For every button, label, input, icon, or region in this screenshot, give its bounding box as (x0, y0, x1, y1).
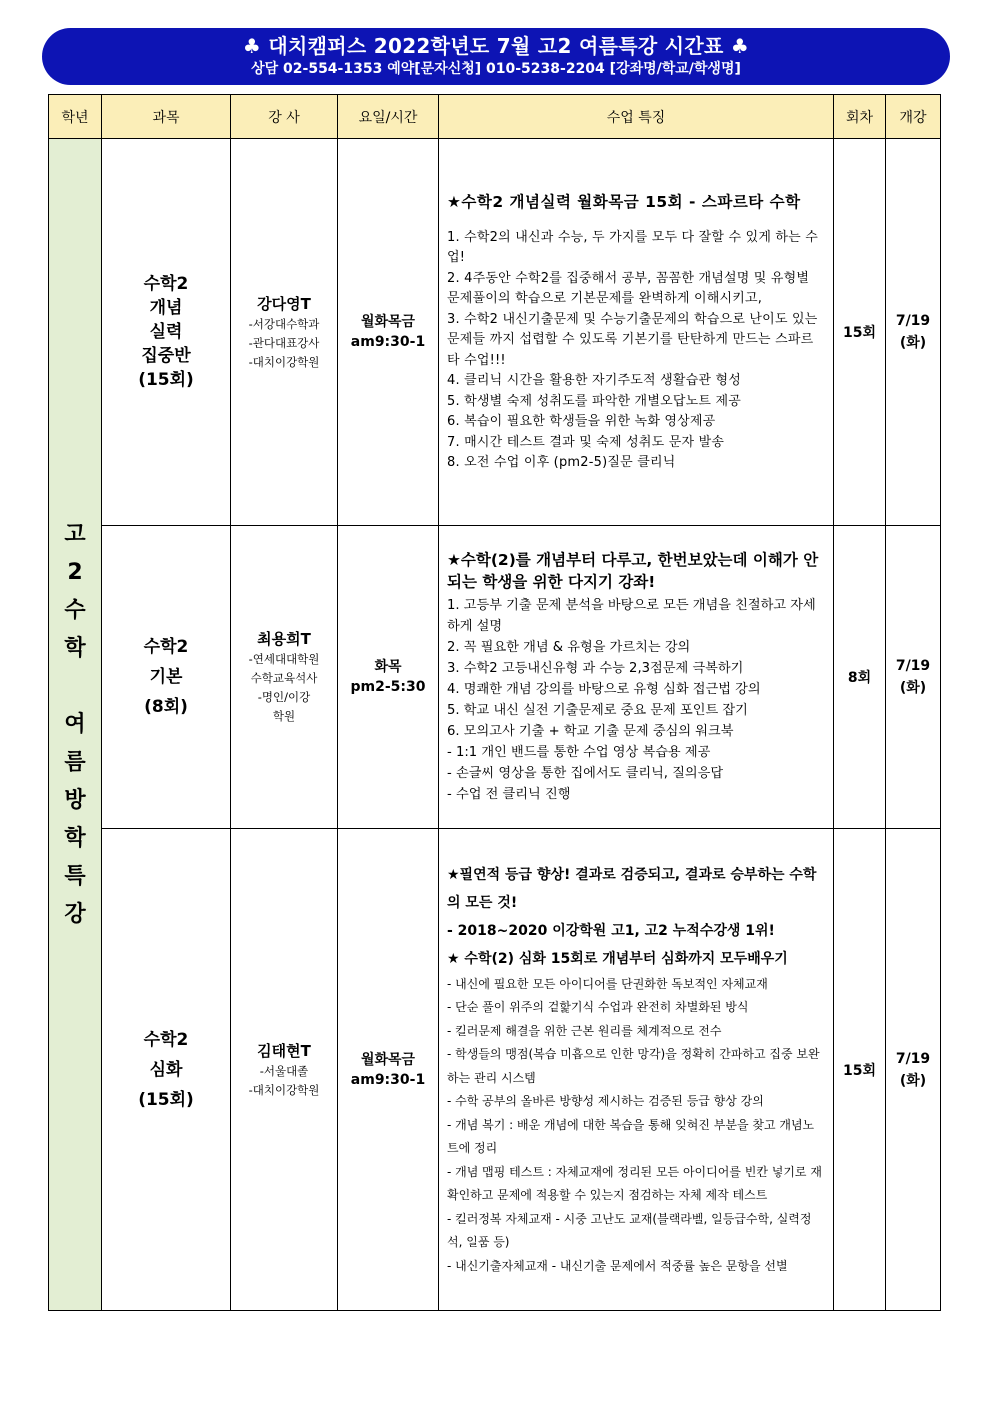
col-header-time: 요일/시간 (338, 95, 439, 139)
feature-headline: ★수학(2)를 개념부터 다루고, 한번보았는데 이해가 안되는 학생을 위한 다지기 강좌! (447, 551, 819, 591)
schedule-cell: 월화목금 am9:30-1 (338, 829, 439, 1311)
col-header-subject: 과목 (102, 95, 231, 139)
feature-line: - 개념 복기 : 배운 개념에 대한 복습을 통해 잊혀진 부분을 찾고 개념노트에 정리 (447, 1117, 815, 1156)
feature-headline: ★필연적 등급 향상! 결과로 검증되고, 결과로 승부하는 수학의 모든 것! (447, 866, 817, 911)
teacher-name: 강다영T (257, 294, 311, 313)
subject-cell: 수학2 심화 (15회) (102, 829, 231, 1311)
table-row (49, 829, 941, 1311)
feature-line: - 손글씨 영상을 통한 집에서도 클리닉, 질의응답 (447, 766, 724, 781)
page-title: ♣ 대치캠퍼스 2022학년도 7월 고2 여름특강 시간표 ♣ (242, 34, 750, 58)
feature-line: - 수업 전 클리닉 진행 (447, 787, 571, 802)
timetable (48, 94, 941, 1311)
feature-line: 5. 학생별 숙제 성취도를 파악한 개별오답노트 제공 (447, 393, 741, 409)
features-cell (439, 829, 834, 1311)
feature-line: - 개념 맵핑 테스트 : 자체교재에 정리된 모든 아이디어를 빈칸 넣기로 재확인하고 문제에 적용할 수 있는지 점검하는 자체 제작 테스트 (447, 1164, 822, 1203)
open-date-cell: 7/19 (화) (886, 829, 941, 1311)
teacher-credential: -연세대대학원 (248, 652, 320, 666)
count-cell: 15회 (834, 139, 886, 526)
schedule-cell: 월화목금 am9:30-1 (338, 139, 439, 526)
teacher-cell (231, 139, 338, 526)
count-cell: 15회 (834, 829, 886, 1311)
col-header-teacher: 강 사 (231, 95, 338, 139)
feature-line: - 단순 풀이 위주의 겉핥기식 수업과 완전히 차별화된 방식 (447, 1000, 749, 1015)
subject-cell: 수학2 기본 (8회) (102, 526, 231, 829)
open-date-cell: 7/19 (화) (886, 139, 941, 526)
count-cell: 8회 (834, 526, 886, 829)
feature-headline: ★수학2 개념실력 월화목금 15회 - 스파르타 수학 (447, 192, 801, 211)
col-header-open: 개강 (886, 95, 941, 139)
contact-info: 상담 02-554-1353 예약[문자신청] 010-5238-2204 [강좌명/학교/학생명] (251, 61, 741, 77)
feature-line: 6. 모의고사 기출 + 학교 기출 문제 중심의 워크북 (447, 724, 734, 739)
feature-line: - 킬러정복 자체교재 - 시중 고난도 교재(블랙라벨, 일등급수학, 실력정석, 일품 등) (447, 1211, 812, 1250)
feature-line: 5. 학교 내신 실전 기출문제로 중요 문제 포인트 잡기 (447, 703, 748, 718)
table-header-row (49, 95, 941, 139)
teacher-credential: -대치이강학원 (248, 1082, 320, 1097)
feature-line: - 내신에 필요한 모든 아이디어를 단권화한 독보적인 자체교재 (447, 976, 768, 991)
grade-cell: 고 2 수 학 여 름 방 학 특 강 (49, 139, 102, 1311)
feature-line: 7. 매시간 테스트 결과 및 숙제 성취도 문자 발송 (447, 434, 725, 450)
subject-cell: 수학2 개념 실력 집중반 (15회) (102, 139, 231, 526)
table-row (49, 526, 941, 829)
feature-line: 4. 클리닉 시간을 활용한 자기주도적 생활습관 형성 (447, 373, 741, 388)
teacher-credential: -서울대졸 (259, 1063, 309, 1078)
teacher-credential: -관다대표강사 (248, 335, 320, 350)
feature-line: 6. 복습이 필요한 학생들을 위한 녹화 영상제공 (447, 414, 716, 429)
feature-line: 1. 수학2의 내신과 수능, 두 가지를 모두 다 잘할 수 있게 하는 수업! (447, 229, 819, 265)
feature-line: - 내신기출자체교재 - 내신기출 문제에서 적중률 높은 문항을 선별 (447, 1258, 788, 1273)
feature-line: - 1:1 개인 밴드를 통한 수업 영상 복습용 제공 (447, 745, 711, 760)
col-header-grade: 학년 (49, 95, 102, 139)
feature-headline: ★ 수학(2) 심화 15회로 개념부터 심화까지 모두배우기 (447, 950, 788, 967)
teacher-name: 최용희T (257, 630, 311, 648)
feature-line: 4. 명쾌한 개념 강의를 바탕으로 유형 심화 접근법 강의 (447, 682, 761, 697)
features-cell (439, 526, 834, 829)
open-date-cell: 7/19 (화) (886, 526, 941, 829)
teacher-credential: -서강대수학과 (248, 316, 320, 331)
table-row (49, 139, 941, 526)
feature-headline: - 2018~2020 이강학원 고1, 고2 누적수강생 1위! (447, 922, 775, 939)
teacher-credential: 수학교육석사 (250, 671, 318, 685)
feature-line: 8. 오전 수업 이후 (pm2-5)질문 클리닉 (447, 455, 676, 470)
teacher-credential: -대치이강학원 (248, 354, 320, 369)
feature-line: 2. 4주동안 수학2를 집중해서 공부, 꼼꼼한 개념설명 및 유형별 문제풀이의 학습으로 기본문제를 완벽하게 이해시키고, (447, 270, 810, 306)
teacher-name: 김태현T (257, 1041, 311, 1060)
col-header-count: 회차 (834, 95, 886, 139)
teacher-credential: -명인/이강 (257, 690, 311, 704)
feature-line: 2. 꼭 필요한 개념 & 유형을 가르치는 강의 (447, 640, 691, 655)
col-header-features: 수업 특징 (439, 95, 834, 139)
feature-line: - 킬러문제 해결을 위한 근본 원리를 체계적으로 전수 (447, 1023, 722, 1038)
feature-line: 3. 수학2 내신기출문제 및 수능기출문제의 학습으로 난이도 있는 문제들 까지 섭렵할 수 있도록 기본기를 탄탄하게 만드는 스파르타 수업!!! (447, 311, 818, 368)
teacher-credential: 학원 (272, 709, 296, 723)
teacher-cell (231, 526, 338, 829)
title-banner (42, 28, 950, 85)
feature-line: 1. 고등부 기출 문제 분석을 바탕으로 모든 개념을 친절하고 자세하게 설명 (447, 598, 816, 634)
features-cell (439, 139, 834, 526)
feature-line: 3. 수학2 고등내신유형 과 수능 2,3점문제 극복하기 (447, 661, 744, 676)
schedule-cell: 화목 pm2-5:30 (338, 526, 439, 829)
teacher-cell (231, 829, 338, 1311)
feature-line: - 수학 공부의 올바른 방향성 제시하는 검증된 등급 향상 강의 (447, 1094, 764, 1109)
feature-line: - 학생들의 맹점(복습 미흡으로 인한 망각)을 정확히 간파하고 집중 보완하는 관리 시스템 (447, 1047, 820, 1085)
